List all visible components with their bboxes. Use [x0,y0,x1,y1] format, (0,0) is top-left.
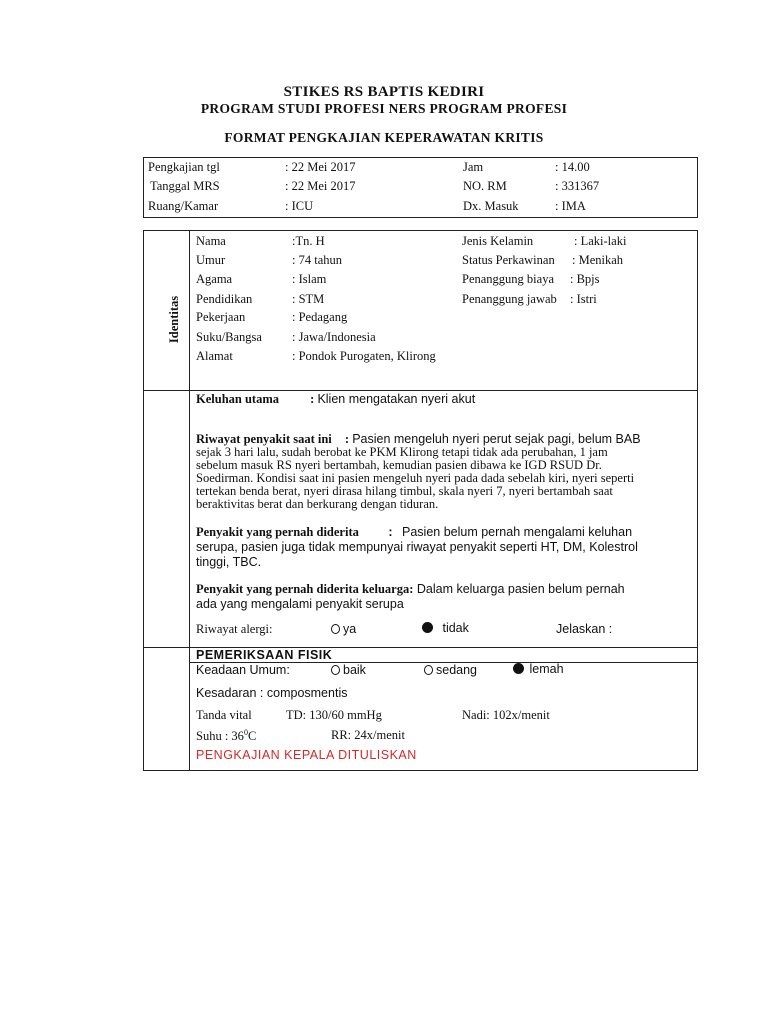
alergi-option-tidak[interactable] [422,621,469,635]
suhu [196,728,256,744]
suhu-prefix: Suhu : 36 [196,729,244,744]
agama-label: Agama [196,272,233,286]
riwayat-penyakit-sekarang [196,433,689,511]
row-divider-identitas [143,390,698,391]
dx-label: Dx. Masuk [463,199,519,213]
alergi-option-ya[interactable] [331,622,356,636]
pemeriksaan-fisik-title: PEMERIKSAAN FISIK [196,648,333,662]
riwayat-penyakit-dahulu [196,525,689,570]
rpk-line-1: Dalam keluarga pasien belum pernah [416,582,625,596]
radio-selected-icon [513,663,524,674]
rps-line-5: tertekan benda berat, nyeri dirasa hilang timbul, skala nyeri 7, nyeri bertambah saat [196,484,613,498]
rpd-line-2: serupa, pasien juga tidak mempunyai riwayat penyakit seperti HT, DM, Kolestrol [196,540,638,554]
nama-value: :Tn. H [292,234,325,248]
suku-value: : Jawa/Indonesia [292,330,376,344]
institution-title: STIKES RS BAPTIS KEDIRI [283,84,485,100]
alergi-ya-label: ya [343,622,357,636]
penanggung-jawab-value: : Istri [570,292,597,306]
keadaan-umum-label: Keadaan Umum: [196,663,290,677]
ruang-value: : ICU [285,199,314,213]
alergi-tidak-label: tidak [442,621,469,635]
pendidikan-label: Pendidikan [196,292,253,306]
table-column-divider [189,230,190,771]
umur-value: : 74 tahun [292,253,342,267]
umur-label: Umur [196,253,226,267]
ruang-label: Ruang/Kamar [148,199,219,213]
rm-value: : 331367 [555,179,600,193]
rpk-label: Penyakit yang pernah diderita keluarga: [196,582,414,596]
keadaan-option-lemah[interactable] [513,662,564,676]
jam-value: : 14.00 [555,160,590,174]
opt-sedang-label: sedang [436,663,478,677]
mrs-value: : 22 Mei 2017 [285,179,356,193]
rpd-line-1: Pasien belum pernah mengalami keluhan [402,525,633,539]
suhu-degree: 0 [243,728,248,737]
keadaan-option-baik[interactable] [331,663,366,677]
jenis-kelamin-label: Jenis Kelamin [462,234,534,248]
keluhan-utama [196,392,475,407]
alamat-value: : Pondok Purogaten, Klirong [292,349,436,363]
rps-line-2: sejak 3 hari lalu, sudah berobat ke PKM Klirong tetapi tidak ada perubahan, 1 jam [196,445,608,459]
admission-box [143,157,698,218]
status-perkawinan-label: Status Perkawinan [462,253,555,267]
keluhan-colon: : [310,392,315,406]
radio-unselected-icon [424,665,433,675]
agama-value: : Islam [292,272,327,286]
jelaskan-label: Jelaskan : [556,622,613,636]
rpk-line-2: ada yang mengalami penyakit serupa [196,597,404,611]
suku-label: Suku/Bangsa [196,330,262,344]
rps-line-3: sebelum masuk RS nyeri bertambah, kemudian pasien dibawa ke IGD RSUD Dr. [196,458,602,472]
rpk-first-line [196,582,689,597]
keluhan-utama-label: Keluhan utama [196,392,280,406]
rps-line-4: Soedirman. Kondisi saat ini pasien mengeluh nyeri pada dada sebelah kiri, nyeri seperti [196,471,635,485]
rpd-label: Penyakit yang pernah diderita [196,525,359,539]
dx-value: : IMA [555,199,586,213]
rps-line-1: Pasien mengeluh nyeri perut sejak pagi, belum BAB [352,432,641,446]
alamat-label: Alamat [196,349,233,363]
pengkajian-value: : 22 Mei 2017 [285,160,356,174]
rpd-first-line [196,525,689,540]
riwayat-penyakit-keluarga [196,582,689,612]
tekanan-darah: TD: 130/60 mmHg [286,708,382,722]
pekerjaan-value: : Pedagang [292,310,348,324]
jenis-kelamin-value: : Laki-laki [574,234,627,248]
penanggung-biaya-label: Penanggung biaya [462,272,554,286]
pengkajian-kepala-heading: PENGKAJIAN KEPALA DITULISKAN [196,748,417,762]
rpd-colon: : [388,525,393,539]
nama-label: Nama [196,234,226,248]
tanda-vital-label: Tanda vital [196,708,252,722]
respirasi: RR: 24x/menit [331,728,405,742]
keluhan-utama-value: Klien mengatakan nyeri akut [317,392,476,406]
opt-baik-label: baik [343,663,366,677]
rps-line-6: beraktivitas berat dan berkurang dengan tiduran. [196,497,439,511]
program-title: PROGRAM STUDI PROFESI NERS PROGRAM PROFESI [200,101,568,116]
identitas-section-label: Identitas [167,295,182,344]
penanggung-jawab-label: Penanggung jawab [462,292,557,306]
suhu-unit: C [247,729,257,744]
mrs-label: Tanggal MRS [150,179,220,193]
rps-label: Riwayat penyakit saat ini [196,432,332,446]
rm-label: NO. RM [463,179,507,193]
keadaan-option-sedang[interactable] [424,663,477,677]
jam-label: Jam [463,160,484,174]
opt-lemah-label: lemah [529,662,564,676]
pengkajian-label: Pengkajian tgl [148,160,220,174]
status-perkawinan-value: : Menikah [572,253,624,267]
riwayat-alergi-label: Riwayat alergi: [196,622,273,636]
pendidikan-value: : STM [292,292,325,306]
penanggung-biaya-value: : Bpjs [570,272,600,286]
form-title: FORMAT PENGKAJIAN KEPERAWATAN KRITIS [224,130,544,145]
radio-unselected-icon [331,665,340,675]
rps-colon: : [344,432,350,446]
pekerjaan-label: Pekerjaan [196,310,246,324]
radio-selected-icon [422,622,433,633]
radio-unselected-icon [331,624,340,634]
nadi: Nadi: 102x/menit [462,708,550,722]
kesadaran: Kesadaran : composmentis [196,686,348,700]
rpd-line-3: tinggi, TBC. [196,555,262,569]
